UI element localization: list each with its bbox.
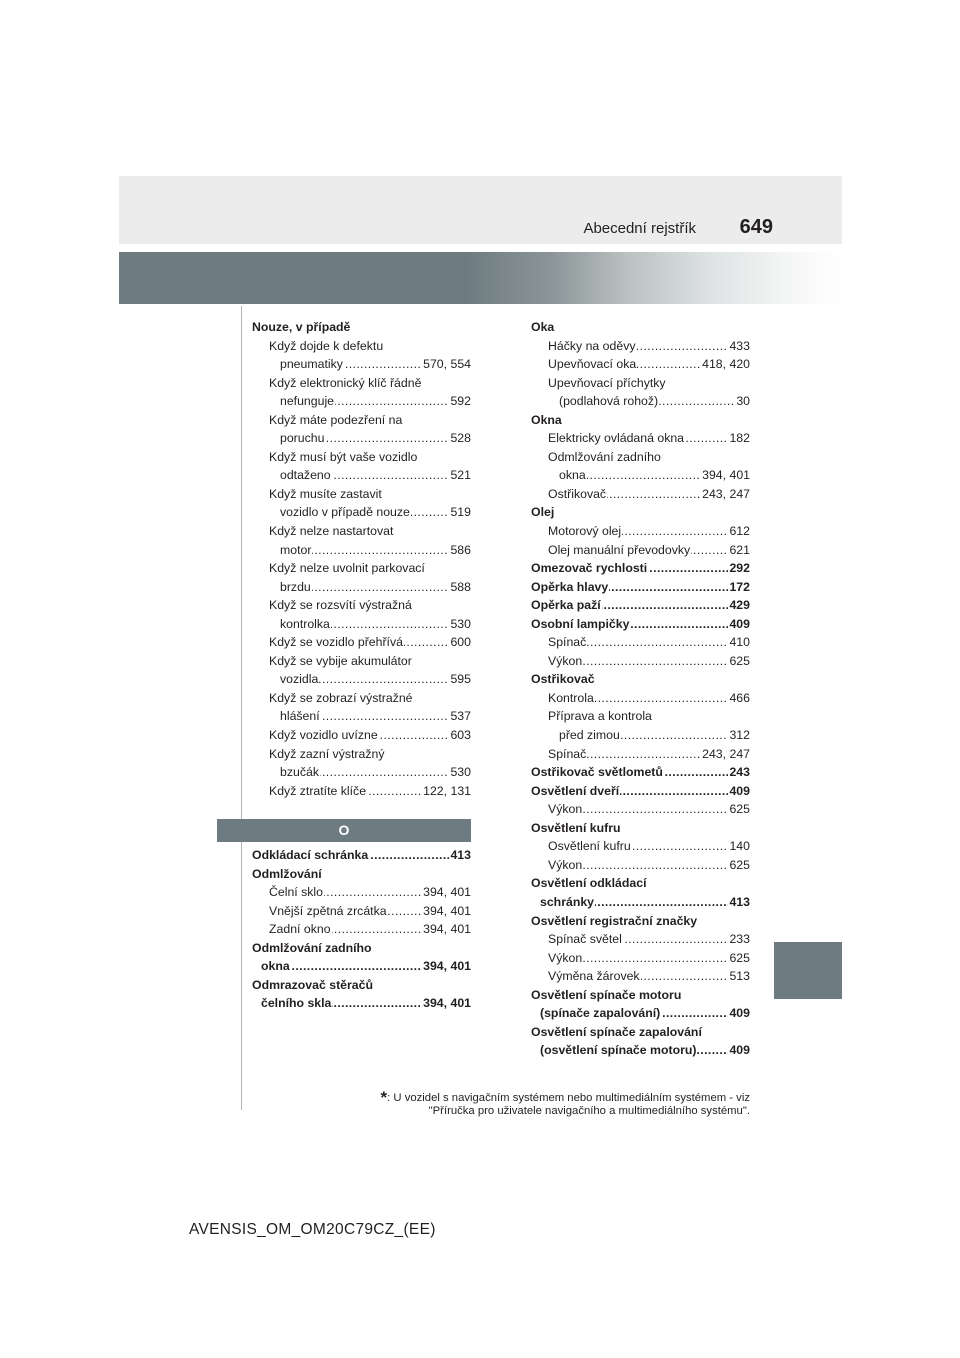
header-band: [119, 176, 842, 244]
index-entry: [252, 670, 471, 689]
index-entry-page: 418, 420: [701, 355, 750, 374]
index-entry: [531, 874, 750, 893]
index-entry-page: 570, 554: [422, 355, 471, 374]
index-entry-page: 603: [449, 726, 471, 745]
index-entry-text: Když máte podezření na: [269, 412, 403, 427]
index-entry-page: 243, 247: [701, 745, 750, 764]
index-entry-page: 394, 401: [701, 466, 750, 485]
index-entry-text: Výměna žárovek: [548, 969, 640, 984]
index-entry: [252, 976, 471, 995]
index-entry-text: Osvětlení spínače motoru: [531, 987, 682, 1002]
index-entry-text: Nouze, v případě: [252, 320, 351, 334]
index-entry-text: brzdu: [280, 579, 311, 594]
index-entry: [531, 967, 750, 986]
index-entry-page: 182: [728, 429, 750, 448]
index-entry-page: 172: [728, 578, 750, 597]
index-entry: [531, 541, 750, 560]
index-entry-page: 466: [728, 689, 750, 708]
footnote-line-1: : U vozidel s navigačním systémem nebo multimediálním systémem - viz: [387, 1092, 750, 1104]
index-entry: [252, 745, 471, 764]
index-entry-text: poruchu: [280, 431, 325, 446]
index-entry: [252, 939, 471, 958]
index-entry: [531, 1041, 750, 1060]
index-entry: [531, 392, 750, 411]
index-entry-text: Omezovač rychlosti: [531, 561, 648, 576]
index-entry: [252, 392, 471, 411]
index-entry: [531, 782, 750, 801]
index-entry-page: 233: [728, 930, 750, 949]
index-entry-text: Ostřikovač světlometů: [531, 765, 663, 780]
index-entry-text: Když se zobrazí výstražné: [269, 690, 413, 705]
index-entry-text: Když se vozidlo přehřívá: [269, 635, 403, 650]
index-entry: [252, 883, 471, 902]
index-entry-text: Čelní sklo: [269, 885, 323, 900]
index-entry-text: Háčky na oděvy: [548, 338, 636, 353]
index-entry-page: 394, 401: [422, 920, 471, 939]
index-entry: [531, 522, 750, 541]
index-entry: [252, 957, 471, 976]
index-entry-page: 122, 131: [422, 782, 471, 801]
index-entry: [252, 318, 471, 337]
index-entry-text: (spínače zapalování): [540, 1006, 661, 1021]
section-letter-bar: O: [217, 819, 471, 842]
index-column-left: [252, 318, 471, 800]
index-entry-page: 612: [728, 522, 750, 541]
index-entry-text: schránky: [540, 894, 595, 909]
index-entry-text: Opěrka paží: [531, 598, 601, 613]
index-entry-text: Upevňovací oka: [548, 357, 637, 372]
index-entry-page: 519: [449, 503, 471, 522]
index-entry: [531, 670, 750, 689]
index-entry-text: Ostřikovač: [531, 672, 595, 687]
index-entry-page: 537: [449, 707, 471, 726]
index-entry-text: nefunguje: [280, 394, 335, 409]
index-entry-page: 592: [449, 392, 471, 411]
index-entry-page: 595: [449, 670, 471, 689]
column-divider-line: [241, 306, 242, 1110]
index-entry-page: 410: [728, 633, 750, 652]
index-entry-text: Když elektronický klíč řádně: [269, 375, 422, 390]
index-entry-text: Upevňovací příchytky: [548, 375, 666, 390]
index-entry-text: Zadní okno: [269, 922, 331, 937]
index-entry: [252, 374, 471, 393]
index-entry-text: Odmlžování zadního: [252, 940, 372, 955]
index-entry: [252, 726, 471, 745]
index-entry: [252, 337, 471, 356]
index-entry: [531, 763, 750, 782]
index-entry: [531, 986, 750, 1005]
index-entry: [531, 707, 750, 726]
index-entry-page: 140: [728, 837, 750, 856]
index-entry-text: Osvětlení spínače zapalování: [531, 1024, 702, 1039]
index-entry: [531, 578, 750, 597]
index-entry-text: Spínač: [548, 635, 587, 650]
index-entry-text: Oka: [531, 320, 555, 334]
index-entry-text: Když ztratíte klíče: [269, 783, 367, 798]
index-entry-page: 243: [728, 763, 750, 782]
index-entry-page: 530: [449, 615, 471, 634]
index-entry-text: Když se rozsvítí výstražná: [269, 598, 412, 613]
index-entry-text: Odmrazovač stěračů: [252, 977, 373, 992]
section-title: Abecední rejstřík: [583, 220, 696, 237]
index-entry-text: bzučák: [280, 765, 319, 780]
index-entry: [531, 466, 750, 485]
index-entry-page: 625: [728, 949, 750, 968]
index-entry-text: kontrolka: [280, 616, 330, 631]
header-gradient-bar: [119, 252, 842, 304]
index-entry: [531, 912, 750, 931]
index-entry-text: Výkon: [548, 857, 583, 872]
index-entry: [252, 355, 471, 374]
index-entry-page: 530: [449, 763, 471, 782]
index-entry: [531, 485, 750, 504]
index-entry: [531, 930, 750, 949]
index-entry-text: Odkládací schránka: [252, 848, 369, 862]
index-entry-page: 528: [449, 429, 471, 448]
footnote: [320, 1088, 750, 1118]
index-entry: [252, 615, 471, 634]
index-entry: [531, 374, 750, 393]
index-entry-page: 429: [728, 596, 750, 615]
index-entry: [252, 485, 471, 504]
index-entry-page: 292: [728, 559, 750, 578]
index-entry: [252, 522, 471, 541]
index-entry: [252, 466, 471, 485]
index-entry-text: Ostřikovač: [548, 486, 607, 501]
index-entry-text: Když vozidlo uvízne: [269, 728, 378, 743]
index-entry-text: Olej manuální převodovky: [548, 542, 691, 557]
index-entry-page: 394, 401: [422, 902, 471, 921]
index-entry-text: Když musíte zastavit: [269, 486, 382, 501]
index-entry: [252, 541, 471, 560]
index-entry-text: vozidla: [280, 672, 319, 687]
index-entry-text: před zimou: [559, 728, 620, 743]
index-entry-text: Osvětlení odkládací: [531, 876, 647, 891]
index-entry-page: 625: [728, 652, 750, 671]
index-entry: [252, 596, 471, 615]
document-id: AVENSIS_OM_OM20C79CZ_(EE): [189, 1221, 436, 1238]
index-entry: [252, 633, 471, 652]
index-entry-page: 394, 401: [422, 957, 471, 976]
index-entry: [531, 652, 750, 671]
index-entry-text: Elektricky ovládaná okna: [548, 431, 685, 446]
index-entry-text: (osvětlení spínače motoru): [540, 1043, 697, 1058]
index-entry: [531, 1023, 750, 1042]
index-entry-text: Olej: [531, 505, 555, 520]
index-entry-text: Okna: [531, 412, 562, 427]
index-entry-page: 621: [728, 541, 750, 560]
index-entry: [252, 994, 471, 1013]
index-entry-text: Když musí být vaše vozidlo: [269, 449, 418, 464]
index-column-right: [531, 318, 750, 1060]
index-entry: [252, 707, 471, 726]
index-entry-page: 625: [728, 800, 750, 819]
index-entry-text: Když nelze uvolnit parkovací: [269, 561, 425, 576]
index-entry-page: 513: [728, 967, 750, 986]
index-entry-text: Odmlžování zadního: [548, 449, 661, 464]
index-entry: [531, 503, 750, 522]
index-entry-text: Osvětlení registrační značky: [531, 913, 698, 928]
index-entry: [252, 902, 471, 921]
index-entry-page: 588: [449, 578, 471, 597]
index-entry-page: 243, 247: [701, 485, 750, 504]
index-entry-page: 600: [449, 633, 471, 652]
index-entry: [531, 429, 750, 448]
index-entry: [252, 689, 471, 708]
index-entry: [252, 578, 471, 597]
index-entry-text: Vnější zpětná zrcátka: [269, 903, 387, 918]
index-entry-text: vozidlo v případě nouze: [280, 505, 410, 520]
index-entry-text: Výkon: [548, 950, 583, 965]
page-number: 649: [739, 216, 773, 238]
index-entry-text: Odmlžování: [252, 866, 322, 881]
index-entry: [252, 763, 471, 782]
index-entry: [252, 448, 471, 467]
index-entry-page: 394, 401: [422, 883, 471, 902]
index-entry-text: Osobní lampičky: [531, 616, 630, 631]
index-entry: [531, 819, 750, 838]
index-entry-text: (podlahová rohož): [559, 394, 659, 409]
index-entry: [531, 318, 750, 337]
index-entry-text: Když nelze nastartovat: [269, 524, 394, 539]
index-entry: [531, 745, 750, 764]
index-entry-text: Výkon: [548, 802, 583, 817]
index-entry-text: čelního skla: [261, 996, 332, 1011]
index-entry: [531, 837, 750, 856]
index-entry-text: okna: [261, 959, 290, 974]
index-entry: [531, 949, 750, 968]
index-entry-text: Osvětlení kufru: [531, 820, 621, 835]
index-entry: [531, 596, 750, 615]
index-entry: [531, 355, 750, 374]
footnote-line-2: "Příručka pro uživatele navigačního a multimediálního systému".: [428, 1105, 750, 1117]
index-entry: [252, 429, 471, 448]
index-entry-text: Spínač: [548, 746, 587, 761]
footnote-marker: *: [380, 1088, 388, 1107]
index-entry: [531, 893, 750, 912]
index-entry-page: 521: [449, 466, 471, 485]
index-entry-text: Spínač světel: [548, 932, 622, 947]
index-entry: [531, 633, 750, 652]
index-entry-page: 433: [728, 337, 750, 356]
index-entry: [531, 726, 750, 745]
index-entry-text: Když dojde k defektu: [269, 338, 384, 353]
index-entry-text: okna: [559, 468, 586, 483]
index-entry: [531, 411, 750, 430]
index-entry-text: Motorový olej: [548, 524, 622, 539]
index-entry: [531, 448, 750, 467]
index-entry: [531, 337, 750, 356]
index-entry-page: 312: [728, 726, 750, 745]
index-entry: [252, 782, 471, 801]
index-entry-text: hlášení: [280, 709, 320, 724]
index-entry-page: 394, 401: [422, 994, 471, 1013]
index-entry-text: odtaženo: [280, 468, 331, 483]
index-entry: [252, 920, 471, 939]
index-entry: [531, 856, 750, 875]
index-entry: [531, 1004, 750, 1023]
index-entry-page: 30: [735, 392, 750, 411]
index-entry: [252, 411, 471, 430]
index-entry-page: 409: [728, 782, 750, 801]
index-entry-text: motor: [280, 542, 312, 557]
index-entry-text: Výkon: [548, 653, 583, 668]
index-entry-page: 409: [728, 1041, 750, 1060]
index-entry-page: 409: [728, 1004, 750, 1023]
index-entry: [531, 689, 750, 708]
index-entry: [252, 846, 471, 865]
index-column-left-o: [252, 846, 471, 1013]
index-entry-text: Osvětlení dveří: [531, 783, 620, 798]
index-entry: [252, 865, 471, 884]
chapter-side-tab: [774, 942, 842, 999]
index-entry: [531, 559, 750, 578]
index-entry-page: 586: [449, 541, 471, 560]
index-entry: [531, 615, 750, 634]
index-entry-text: pneumatiky: [280, 357, 343, 372]
index-entry-text: Kontrola: [548, 690, 594, 705]
index-entry-page: 409: [728, 615, 750, 634]
index-entry-text: Osvětlení kufru: [548, 839, 631, 854]
index-entry-text: Příprava a kontrola: [548, 709, 652, 724]
index-entry-text: Když zazní výstražný: [269, 746, 385, 761]
index-entry-text: Opěrka hlavy: [531, 579, 609, 594]
index-entry-page: 413: [449, 846, 471, 865]
index-entry: [252, 559, 471, 578]
index-entry-page: 625: [728, 856, 750, 875]
index-entry: [252, 652, 471, 671]
index-entry: [252, 503, 471, 522]
index-entry-text: Když se vybije akumulátor: [269, 653, 412, 668]
index-entry: [531, 800, 750, 819]
index-entry-page: 413: [728, 893, 750, 912]
